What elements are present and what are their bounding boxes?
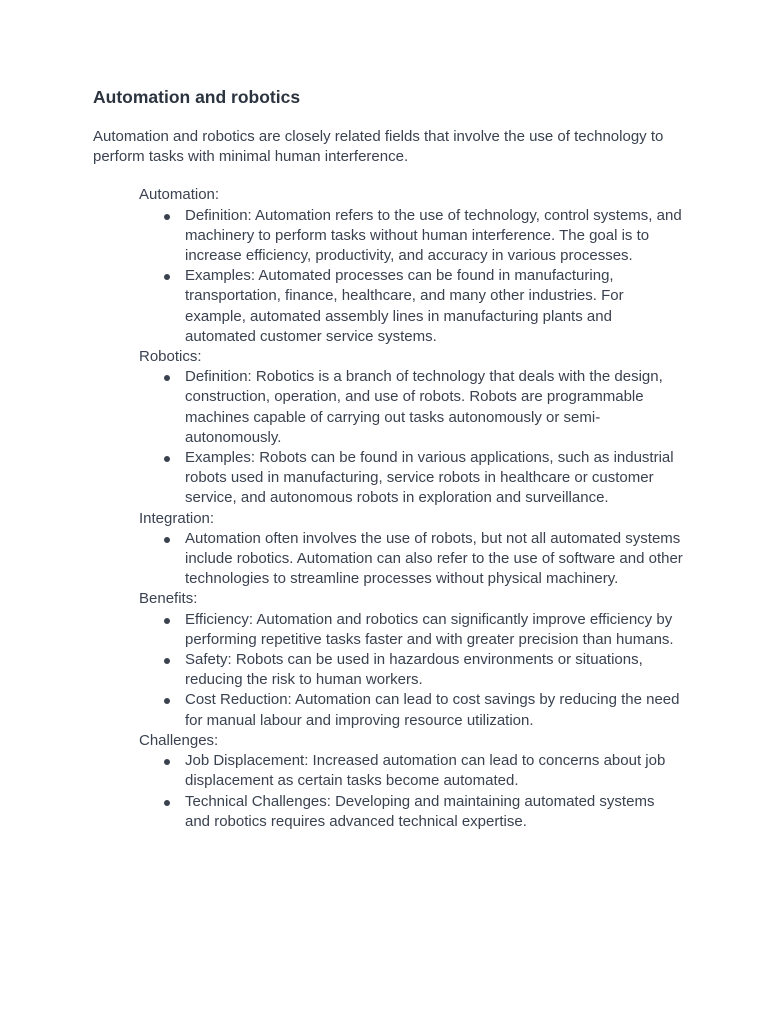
list-item xyxy=(139,448,683,509)
bullet-icon xyxy=(164,456,170,462)
list-item-text: Examples: Robots can be found in various applications, such as industrial robots used in manufacturing, service robots in healthcare or customer service, and autonomous robots in exploration and surveillance. xyxy=(185,449,674,507)
bullet-list xyxy=(139,206,683,347)
section-heading: Robotics: xyxy=(139,348,202,366)
list-item-text: Examples: Automated processes can be found in manufacturing, transportation, finance, healthcare, and many other industries. For example, automated assembly lines in manufacturing plants and automated customer service systems. xyxy=(185,267,624,345)
section-benefits xyxy=(139,589,683,730)
list-item-text: Definition: Automation refers to the use of technology, control systems, and machinery to perform tasks without human interference. The goal is to increase efficiency, productivity, and accuracy in various processes. xyxy=(185,206,682,265)
bullet-icon xyxy=(164,698,170,704)
list-item xyxy=(139,529,683,590)
section-heading: Integration: xyxy=(139,509,215,527)
document-title: Automation and robotics xyxy=(93,87,301,107)
list-item-text: Automation often involves the use of robots, but not all automated systems include robotics. Automation can also refer to the use of software and other technologies to streamline processes without physical machinery. xyxy=(185,529,683,588)
bullet-icon xyxy=(164,658,170,664)
bullet-list xyxy=(139,367,683,508)
list-item-text: Efficiency: Automation and robotics can significantly improve efficiency by performing repetitive tasks faster and with greater precision than humans. xyxy=(185,610,674,648)
list-item xyxy=(139,792,683,832)
bullet-list xyxy=(139,529,683,590)
section-integration xyxy=(139,509,683,590)
bullet-icon xyxy=(164,537,170,543)
sections-list xyxy=(139,185,683,832)
list-item-text: Job Displacement: Increased automation can lead to concerns about job displacement as certain tasks become automated. xyxy=(185,752,666,790)
section-heading: Challenges: xyxy=(139,731,219,749)
list-item xyxy=(139,206,683,267)
bullet-list xyxy=(139,751,683,832)
list-item xyxy=(139,650,683,690)
list-item-text: Technical Challenges: Developing and maintaining automated systems and robotics requires advanced technical expertise. xyxy=(185,792,655,830)
bullet-icon xyxy=(164,800,170,806)
section-challenges xyxy=(139,731,683,832)
document-page xyxy=(93,86,683,832)
list-item-text: Cost Reduction: Automation can lead to cost savings by reducing the need for manual labour and improving resource utilization. xyxy=(185,691,680,729)
list-item xyxy=(139,266,683,347)
bullet-list xyxy=(139,610,683,731)
section-heading: Automation: xyxy=(139,186,220,204)
list-item xyxy=(139,610,683,650)
bullet-icon xyxy=(164,759,170,765)
bullet-icon xyxy=(164,214,170,220)
list-item-text: Safety: Robots can be used in hazardous environments or situations, reducing the risk to human workers. xyxy=(185,651,643,689)
bullet-icon xyxy=(164,274,170,280)
bullet-icon xyxy=(164,618,170,624)
section-heading: Benefits: xyxy=(139,590,198,608)
list-item xyxy=(139,367,683,448)
list-item xyxy=(139,690,683,730)
section-automation xyxy=(139,185,683,347)
list-item xyxy=(139,751,683,791)
list-item-text: Definition: Robotics is a branch of technology that deals with the design, construction, operation, and use of robots. Robots are programmable machines capable of carrying out tasks autonomously or semi-autonomously. xyxy=(185,368,663,446)
intro-paragraph: Automation and robotics are closely related fields that involve the use of technology to perform tasks with minimal human interference. xyxy=(93,128,664,166)
bullet-icon xyxy=(164,375,170,381)
section-robotics xyxy=(139,347,683,509)
